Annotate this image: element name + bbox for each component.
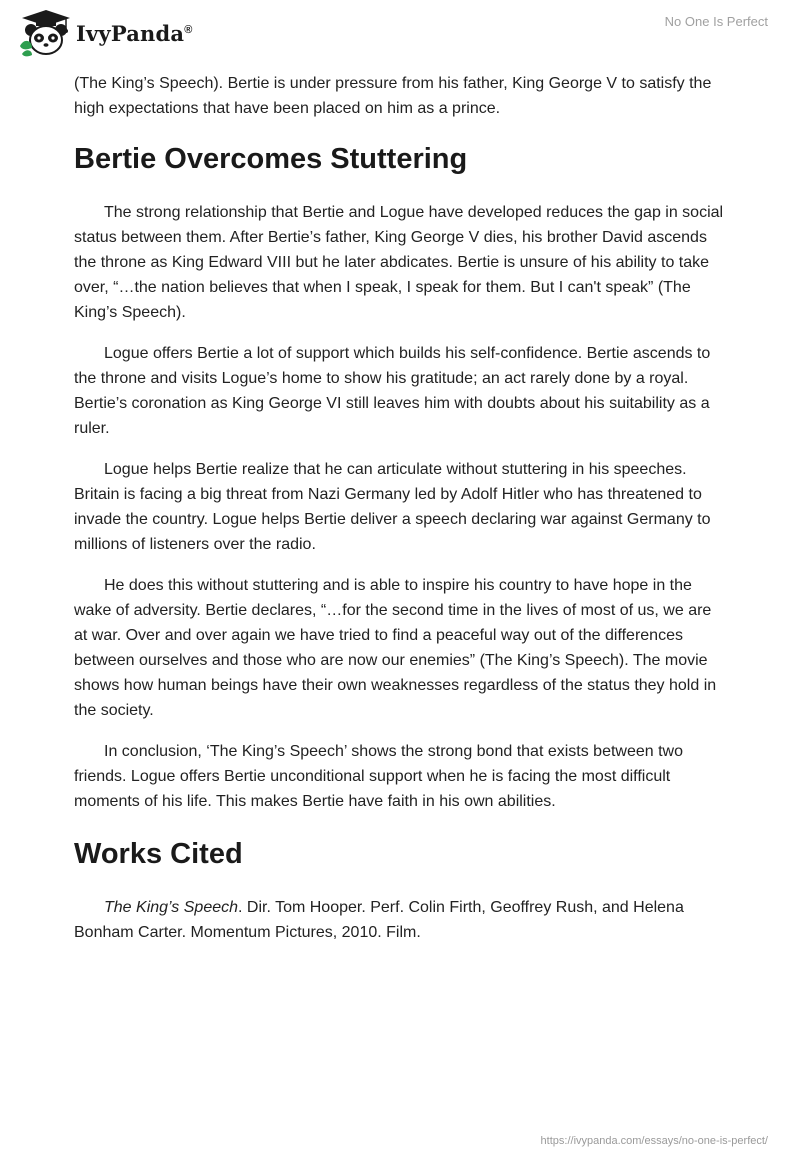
citation-title: The King’s Speech bbox=[104, 899, 239, 916]
conclusion-paragraph: In conclusion, ‘The King’s Speech’ shows the strong bond that exists between two friends. Logue offers Bertie unconditional support when he is facing the most difficult moments of his life. This makes Bertie have faith in his own abilities. bbox=[74, 743, 684, 810]
body-paragraph: The strong relationship that Bertie and Logue have developed reduces the gap in social status between them. After Bertie’s father, King George V dies, his brother David ascends the throne as King Edward VIII but he later abdicates. Bertie is unsure of his ability to take over, “…the nation believes that when I speak, I speak for them. But I can't speak” (The King’s Speech). bbox=[74, 204, 724, 321]
panda-graduate-icon bbox=[14, 8, 74, 58]
section-heading-bertie-overcomes-stuttering: Bertie Overcomes Stuttering bbox=[74, 143, 468, 175]
citation-entry bbox=[74, 895, 728, 945]
body-paragraph: He does this without stuttering and is able to inspire his country to have hope in the wake of adversity. Bertie declares, “…for the second time in the lives of most of us, we are at war. Over and over again we have tried to find a peaceful way out of the differences between ourselves and those who are now our enemies” (The King’s Speech). The movie shows how human beings have their own weaknesses regardless of the status they hold in the society. bbox=[74, 577, 717, 719]
intro-paragraph: (The King’s Speech). Bertie is under pressure from his father, King George V to satisfy the high expectations that have been placed on him as a prince. bbox=[74, 75, 712, 117]
essay-content bbox=[74, 71, 728, 945]
body-paragraph: Logue offers Bertie a lot of support which builds his self-confidence. Bertie ascends to the throne and visits Logue’s home to show his gratitude; an act rarely done by a royal. Bertie’s coronation as King George VI still leaves him with doubts about his suitability as a ruler. bbox=[74, 345, 711, 437]
works-cited-heading: Works Cited bbox=[74, 838, 243, 870]
ivypanda-logo[interactable] bbox=[14, 8, 193, 58]
body-paragraph: Logue helps Bertie realize that he can articulate without stuttering in his speeches. Britain is facing a big threat from Nazi Germany led by Adolf Hitler who has threatened to invade the country. Logue helps Bertie deliver a speech declaring war against Germany to millions of listeners over the radio. bbox=[74, 461, 711, 553]
citation-details: . Dir. Tom Hooper. Perf. Colin Firth, Geoffrey Rush, and Helena Bonham Carter. Momentum Pictures, 2010. Film. bbox=[74, 899, 684, 941]
document-title: No One Is Perfect bbox=[664, 14, 768, 29]
logo-text: IvyPanda® bbox=[76, 20, 193, 46]
page-header bbox=[0, 0, 800, 60]
source-url[interactable]: https://ivypanda.com/essays/no-one-is-perfect/ bbox=[540, 1135, 768, 1147]
